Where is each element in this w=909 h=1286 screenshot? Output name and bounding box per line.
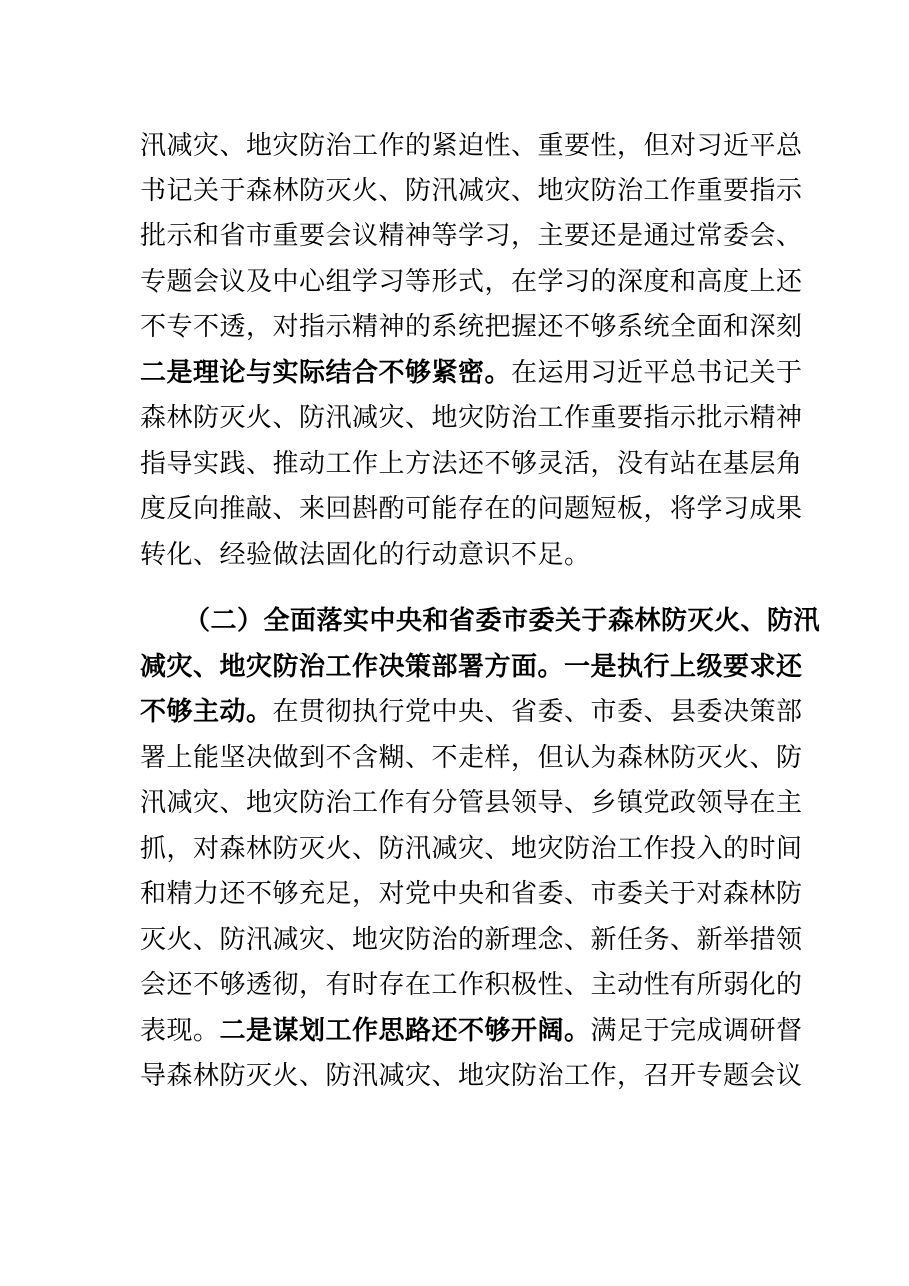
text-line [140,874,803,914]
text-segment: 指导实践、推动工作上方法还不够灵活，没有站在基层角 [140,449,803,479]
text-line [140,444,803,484]
text-line [140,1056,803,1096]
text-segment: 书记关于森林防灭火、防汛减灾、地灾防治工作重要指示 [140,176,803,206]
text-segment: 专题会议及中心组学习等形式，在学习的深度和高度上还 [140,267,803,297]
text-segment: 署上能坚决做到不含糊、不走样，但认为森林防灭火、防 [140,743,803,773]
text-line [140,307,803,347]
text-line [140,692,803,732]
text-line [140,965,803,1005]
bold-heading: 减灾、地灾防治工作决策部署方面。一是执行上级要求还 [140,652,803,682]
text-segment: 转化、经验做法固化的行动意识不足。 [140,540,591,570]
text-segment: 森林防灭火、防汛减灾、地灾防治工作重要指示批示精神 [140,403,803,433]
text-segment: 灭火、防汛减灾、地灾防治的新理念、新任务、新举措领 [140,925,803,955]
text-segment: 表现。 [140,1016,220,1046]
text-segment: 批示和省市重要会议精神等学习，主要还是通过常委会、 [140,221,803,251]
text-segment: 满足于完成调研督 [590,1016,803,1046]
section-heading-line [184,601,821,641]
text-line [140,353,803,393]
text-line [140,829,803,869]
text-line [140,535,770,575]
text-line [140,171,803,211]
text-line [140,398,803,438]
text-segment: 不专不透，对指示精神的系统把握还不够系统全面和深刻 [140,312,803,342]
text-segment: 汛减灾、地灾防治工作有分管县领导、乡镇党政领导在主 [140,788,803,818]
text-line [140,489,803,529]
bold-heading: 不够主动。 [140,697,273,727]
text-line [140,738,803,778]
text-segment: 导森林防灭火、防汛减灾、地灾防治工作，召开专题会议 [140,1061,803,1091]
text-line [140,262,803,302]
text-line [140,783,803,823]
text-segment: 在贯彻执行党中央、省委、市委、县委决策部 [272,697,803,727]
text-line [140,1011,803,1051]
section-heading: （二）全面落实中央和省委市委关于森林防灭火、防汛 [184,606,821,636]
text-segment: 和精力还不够充足，对党中央和省委、市委关于对森林防 [140,879,803,909]
text-line [140,126,803,166]
text-segment: 抓，对森林防灭火、防汛减灾、地灾防治工作投入的时间 [140,834,803,864]
bold-heading: 二是谋划工作思路还不够开阔。 [219,1016,591,1046]
bold-heading: 二是理论与实际结合不够紧密。 [140,358,512,388]
text-segment: 度反向推敲、来回斟酌可能存在的问题短板，将学习成果 [140,494,803,524]
text-segment: 在运用习近平总书记关于 [511,358,803,388]
text-line [140,647,803,687]
text-line [140,216,803,256]
text-segment: 会还不够透彻，有时存在工作积极性、主动性有所弱化的 [140,970,803,1000]
text-segment: 汛减灾、地灾防治工作的紧迫性、重要性，但对习近平总 [140,131,803,161]
text-line [140,920,803,960]
